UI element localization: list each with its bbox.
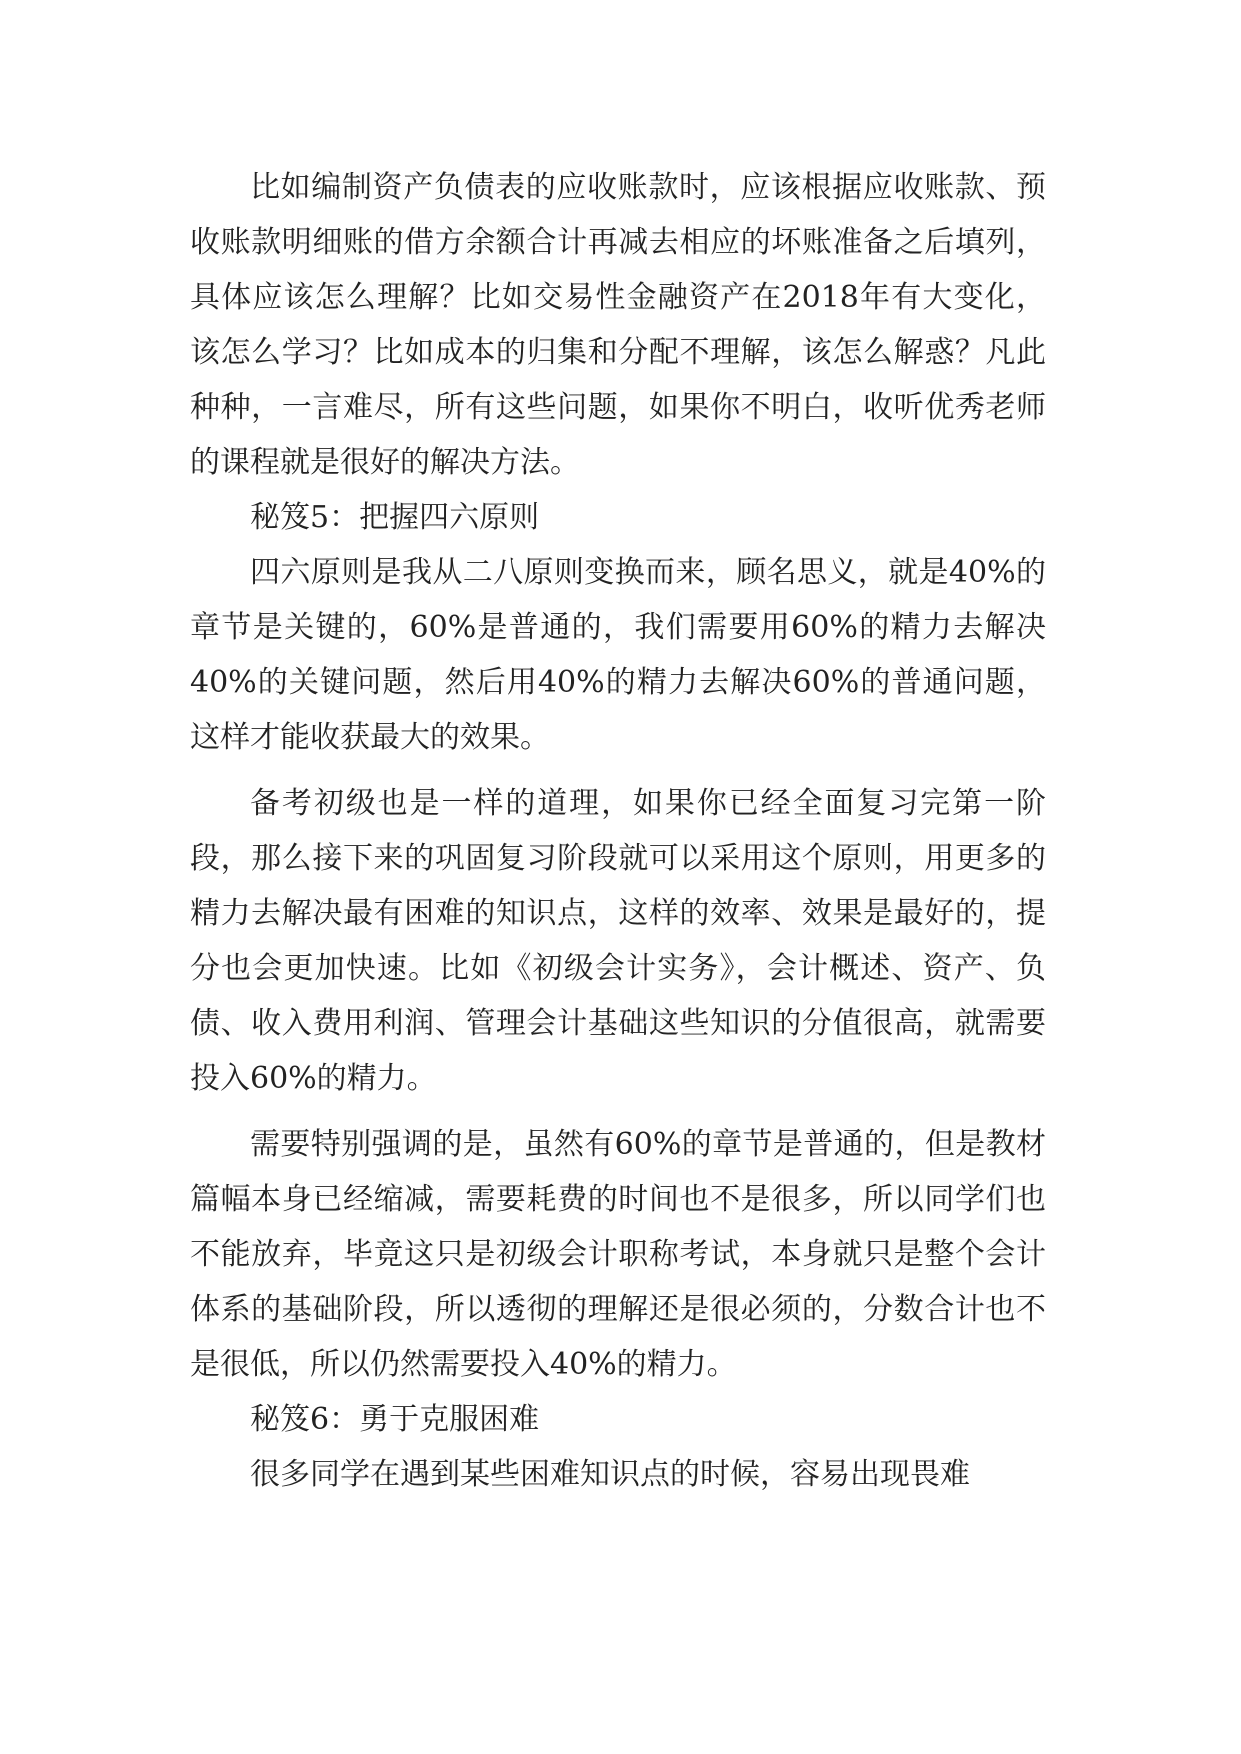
paragraph-learning-questions: 比如编制资产负债表的应收账款时，应该根据应收账款、预收账款明细账的借方余额合计再减去相应的坏账准备之后填列，具体应该怎么理解？比如交易性金融资产在2018年有大变化，该怎么学习？比如成本的归集和分配不理解，该怎么解惑？凡此种种，一言难尽，所有这些问题，如果你不明白，收听优秀老师的课程就是很好的解决方法。 — [190, 170, 1046, 480]
paragraph-exam-preparation: 备考初级也是一样的道理，如果你已经全面复习完第一阶段，那么接下来的巩固复习阶段就可以采用这个原则，用更多的精力去解决最有困难的知识点，这样的效率、效果是最好的，提分也会更加快速。比如《初级会计实务》，会计概述、资产、负债、收入费用利润、管理会计基础这些知识的分值很高，就需要投入60%的精力。 — [190, 786, 1046, 1096]
heading-tip-6: 秘笈6：勇于克服困难 — [250, 1402, 540, 1437]
paragraph-emphasis: 需要特别强调的是，虽然有60%的章节是普通的，但是教材篇幅本身已经缩减，需要耗费的时间也不是很多，所以同学们也不能放弃，毕竟这只是初级会计职称考试，本身就只是整个会计体系的基础阶段，所以透彻的理解还是很必须的，分数合计也不是很低，所以仍然需要投入40%的精力。 — [190, 1127, 1046, 1382]
paragraph-four-six-rule: 四六原则是我从二八原则变换而来，顾名思义，就是40%的章节是关键的，60%是普通的，我们需要用60%的精力去解决40%的关键问题，然后用40%的精力去解决60%的普通问题，这样才能收获最大的效果。 — [190, 555, 1046, 755]
heading-tip-5: 秘笈5：把握四六原则 — [250, 500, 540, 535]
document-page — [190, 160, 1046, 1502]
paragraph-overcome-difficulty: 很多同学在遇到某些困难知识点的时候，容易出现畏难 — [250, 1457, 970, 1492]
